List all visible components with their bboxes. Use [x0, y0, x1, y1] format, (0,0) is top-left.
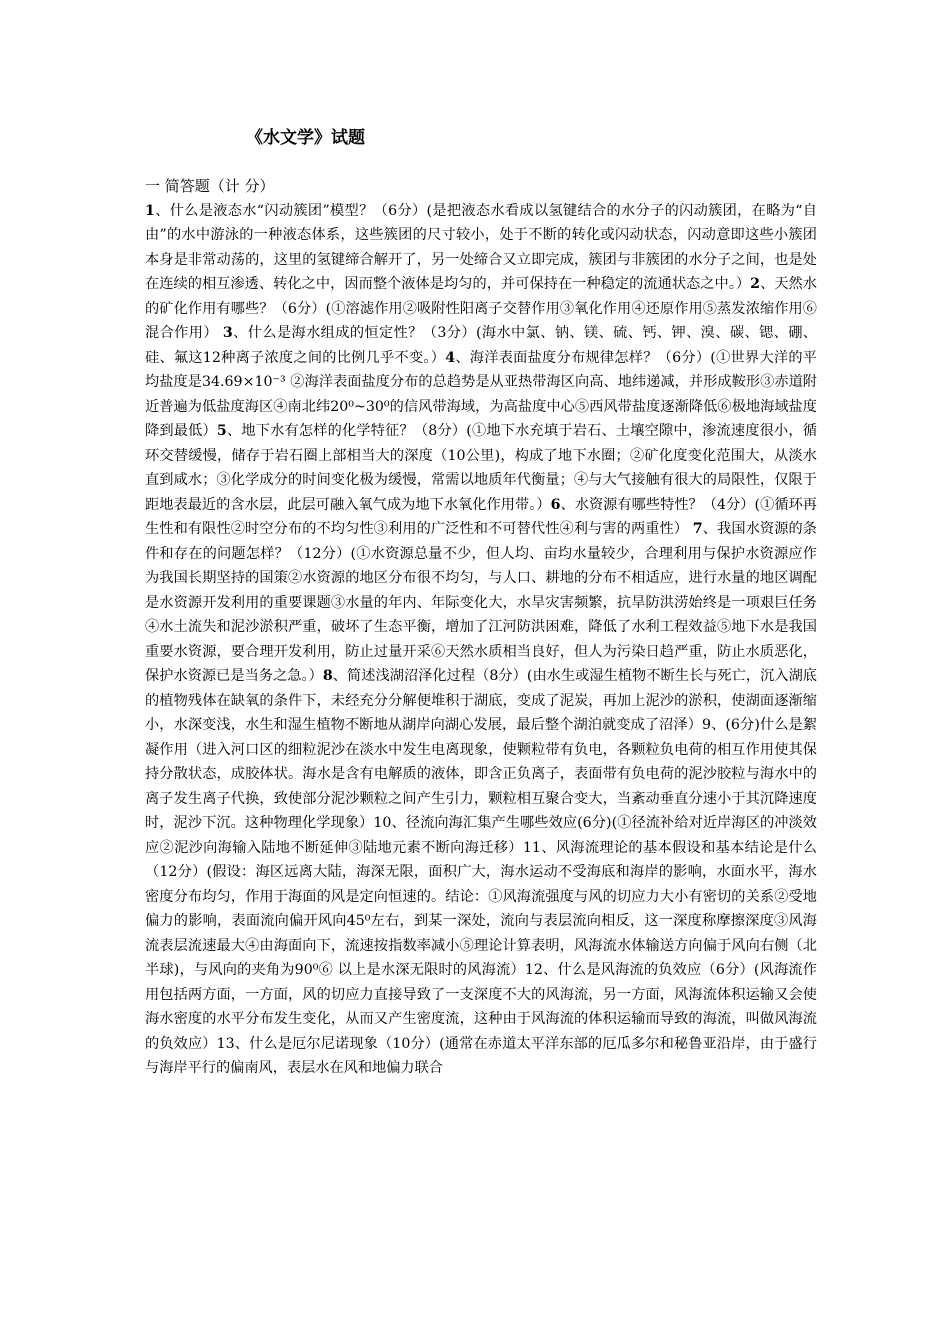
qa-text: 、简述浅湖沼泽化过程（8分）(由水生或湿生植物不断生长与死亡，沉入湖底的植物残体在缺氧的条件下，未经充分分解便堆积于湖底，变成了泥炭，再加上泥沙的淤积，使湖面逐渐缩小，水深变浅，水生和湿生植物不断地从湖岸向湖心发展，最后整个湖泊就变成了沼泽）9、(6分)什么是絮凝作用（进入河口区的细粒泥沙在淡水中发生电离现象，使颗粒带有负电，各颗粒负电荷的相互作用使其保持分散状态，成胶体状。海水是含有电解质的液体，即含正负离子，表面带有负电荷的泥沙胶粒与海水中的离子发生离子代换，致使部分泥沙颗粒之间产生引力，颗粒相互聚合变大，当紊动垂直分速小于其沉降速度时，泥沙下沉。这种物理化学现象）10、径流向海汇集产生哪些效应(6分)(①径流补给对近岸海区的冲淡效应②泥沙向海输入陆地不断延伸③陆地元素不断向海迁移）11、风海流理论的基本假设和基本结论是什么（12分）(假设：海区远离大陆，海深无限，面积广大，海水运动不受海底和海岸的影响，水面水平，海水密度分布均匀，作用于海面的风是定向恒速的。结论：①风海流强度与风的切应力大小有密切的关系②受地偏力的影响，表面流向偏开风向45⁰左右，到某一深处，流向与表层流向相反，这一深度称摩擦深度③风海流表层流速最大④由海面向下，流速按指数率减小⑤理论计算表明，风海流水体输送方向偏于风向右侧（北半球)，与风向的夹角为90⁰⑥ 以上是水深无限时的风海流）12、什么是风海流的负效应（6分）(风海流作用包括两方面，一方面，风的切应力直接导致了一支深度不大的风海流，另一方面，风海流体积运输又会使海水密度的水平分布发生变化，从而又产生密度流，这种由于风海流的体积运输而导致的海流，叫做风海流的负效应）13、什么是厄尔尼诺现象（10分）(通常在赤道太平洋东部的厄瓜多尔和秘鲁亚沿岸，由于盛行与海岸平行的偏南风，表层水在风和地偏力联合: [145, 668, 817, 1076]
question-number: 1: [145, 202, 155, 219]
question-number: 3: [222, 325, 233, 341]
document-page: [145, 124, 817, 1081]
qa-text: 、水资源有哪些特性？（4分）(①循环再生性和有限性②时空分布的不均匀性③利用的广泛性和不可替代性④利与害的两重性）: [145, 496, 817, 537]
document-title: 《水文学》试题: [246, 128, 365, 148]
answer-body: [145, 199, 817, 1081]
question-number: 6: [550, 496, 561, 513]
question-number: 8: [322, 668, 333, 684]
question-number: 7: [692, 521, 703, 537]
qa-text: 、天然水的矿化作用有哪些？（6分）(①溶滤作用②吸附性阳离子交替作用③氧化作用④还原作用⑤蒸发浓缩作用⑥混合作用）: [145, 276, 817, 341]
section-heading: 一 简答题（计 分）: [145, 177, 275, 195]
qa-item-1: [145, 203, 817, 293]
question-number: 5: [216, 423, 227, 439]
qa-text: 、地下水有怎样的化学特征？（8分）(①地下水充填于岩石、土壤空隙中，渗流速度很小，循环交替缓慢，储存于岩石圈上部相当大的深度（10公里)，构成了地下水圈；②矿化度变化范围大，从淡水直到咸水；③化学成分的时间变化极为缓慢，常需以地质年代衡量；④与大气接触有很大的局限性，仅限于距地表最近的含水层，此层可融入氧气成为地下水氧化作用带。）: [145, 423, 817, 513]
qa-item-7: [145, 521, 817, 684]
qa-text: 、海洋表面盐度分布规律怎样？（6分）(①世界大洋的平均盐度是34.69×10⁻³ ②海洋表面盐度分布的总趋势是从亚热带海区向高、地纬递减，并形成鞍形③赤道附近普遍为低盐度海区④南北纬20⁰~30⁰的信风带海域，为高盐度中心⑤西风带盐度逐渐降低⑥极地海域盐度降到最低）: [145, 349, 817, 439]
question-number: 2: [750, 276, 761, 292]
qa-item-8: [145, 668, 817, 1076]
qa-text: 、什么是液态水“闪动簇团”模型？（6分）(是把液态水看成以氢键结合的水分子的闪动簇团，在略为“自由”的水中游泳的一种液态体系，这些簇团的尺寸较小，处于不断的转化或闪动状态，闪动意即这些小簇团本身是非常动荡的，这里的氢键缔合解开了，另一处缔合又立即完成，簇团与非簇团的水分子之间，也是处在连续的相互渗透、转化之中，因而整个液体是均匀的，并可保持在一种稳定的流通状态之中。）: [145, 202, 817, 292]
qa-text: 、什么是海水组成的恒定性？（3分）(海水中氯、钠、镁、硫、钙、钾、溴、碳、锶、硼、硅、氟这12种离子浓度之间的比例几乎不变。）: [145, 325, 817, 366]
qa-text: 、我国水资源的条件和存在的问题怎样？（12分）(①水资源总量不少，但人均、亩均水量较少，合理利用与保护水资源应作为我国长期坚持的国策②水资源的地区分布很不均匀，与人口、耕地的分布不相适应，进行水量的地区调配是水资源开发利用的重要课题③水量的年内、年际变化大，水旱灾害频繁，抗旱防洪涝始终是一项艰巨任务④水土流失和泥沙淤积严重，破坏了生态平衡，增加了江河防洪困难，降低了水利工程效益⑤地下水是我国重要水资源，要合理开发利用，防止过量开采⑥天然水质相当良好，但人为污染日趋严重，防止水质恶化，保护水资源已是当务之急。）: [145, 521, 817, 684]
question-number: 4: [445, 349, 456, 366]
